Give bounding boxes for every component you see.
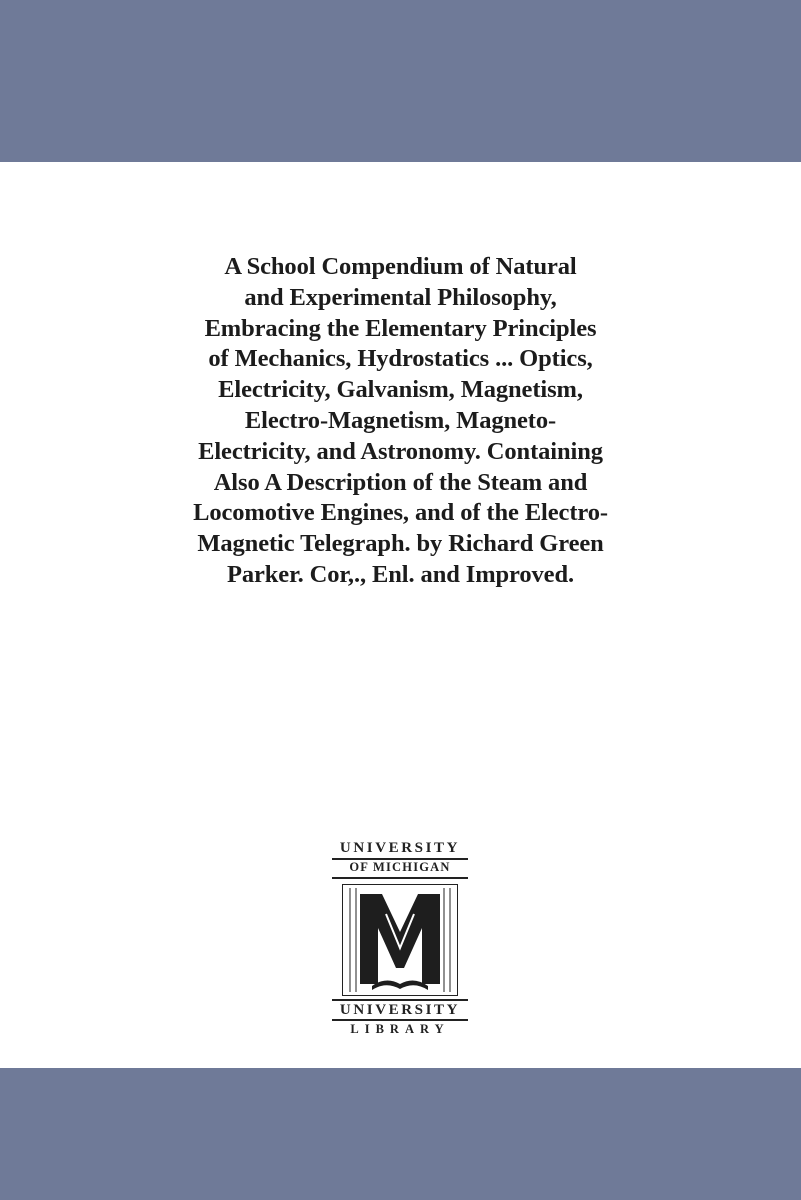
title-line: and Experimental Philosophy, [244, 283, 557, 311]
title-line: Electro-Magnetism, Magneto- [244, 406, 557, 434]
logo-university-top: UNIVERSITY [339, 840, 461, 856]
title-line: Parker. Cor,., Enl. and Improved. [226, 560, 574, 588]
logo-of-michigan: OF MICHIGAN [349, 860, 451, 874]
logo-university-bottom: UNIVERSITY [339, 1002, 461, 1018]
top-color-band [0, 0, 801, 162]
logo-rule [332, 877, 468, 879]
logo-rule [332, 1019, 468, 1021]
title-line: Locomotive Engines, and of the Electro- [193, 499, 608, 527]
block-m-emblem-icon [342, 884, 458, 996]
title-line: of Mechanics, Hydrostatics ... Optics, [208, 345, 593, 373]
title-line: Embracing the Elementary Principles [204, 314, 597, 342]
title-line: Electricity, and Astronomy. Containing [198, 437, 603, 465]
title-line: A School Compendium of Natural [224, 253, 577, 280]
title-line: Magnetic Telegraph. by Richard Green [197, 530, 604, 558]
logo-library: LIBRARY [350, 1022, 450, 1036]
bottom-color-band [0, 1068, 801, 1200]
logo-rule [332, 999, 468, 1001]
book-title [60, 252, 741, 591]
university-library-logo [330, 840, 470, 1040]
title-line: Also A Description of the Steam and [213, 468, 588, 496]
title-line: Electricity, Galvanism, Magnetism, [218, 376, 583, 404]
